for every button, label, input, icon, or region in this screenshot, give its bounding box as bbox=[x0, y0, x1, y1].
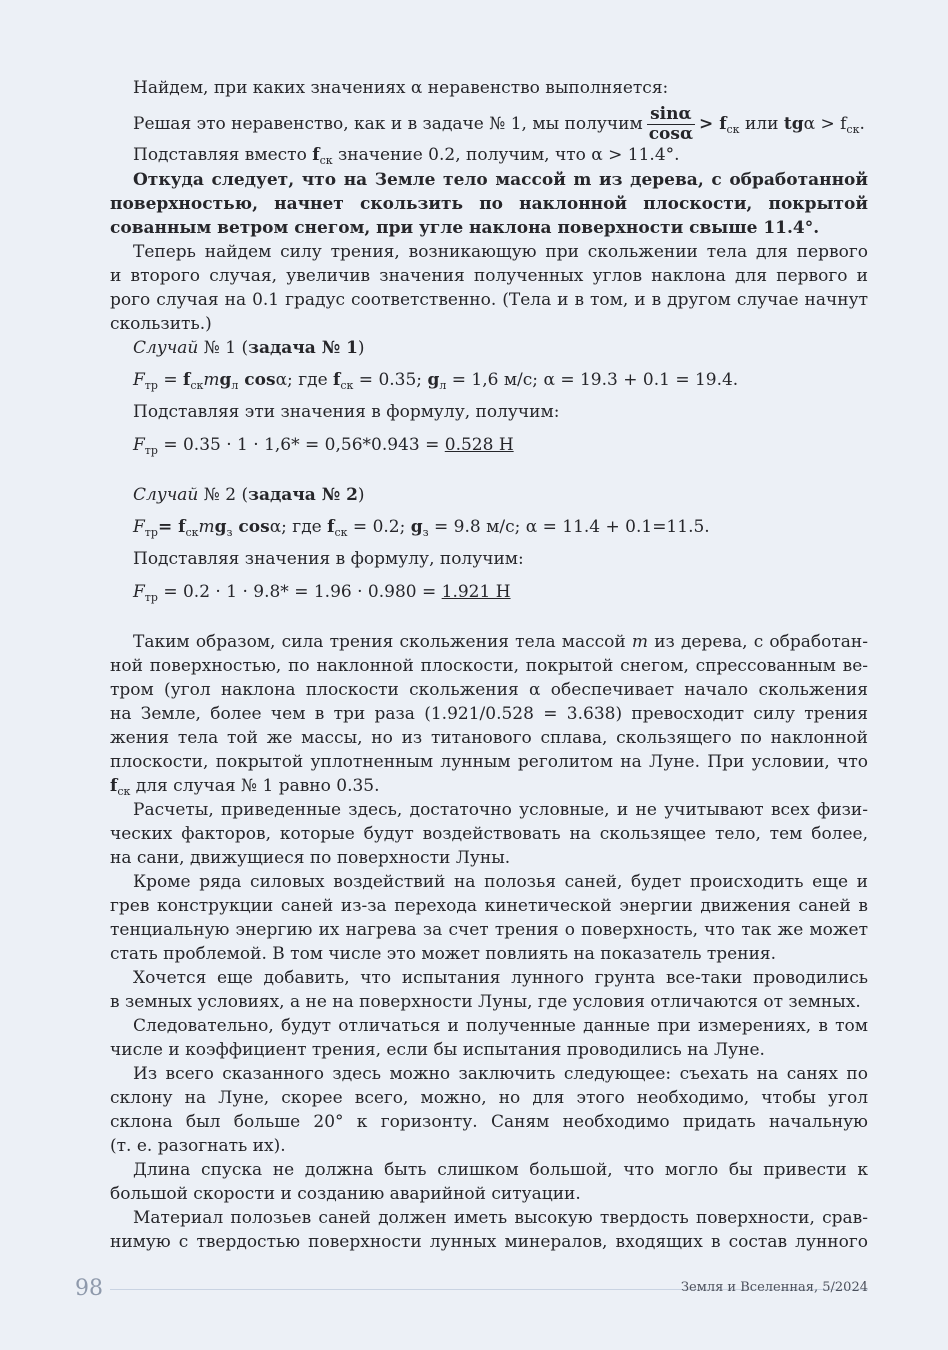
text-line: ческих факторов, которые будут воздействовать на скользящее тело, тем более, bbox=[110, 824, 868, 844]
text-line: Подставляя значения в формулу, получим: bbox=[133, 549, 524, 569]
text-line: на Земле, более чем в три раза (1.921/0.528 = 3.638) превосходит силу трения bbox=[110, 704, 868, 724]
text-line: нимую с твердостью поверхности лунных минералов, входящих в состав лунного bbox=[110, 1232, 868, 1252]
text-line-fraction: Решая это неравенство, как и в задаче № 1, мы получим $\frac{\sin\alpha}{\cos\alpha}$ > $f_{ск}$ или $tg\alpha > f_{ск}$. bbox=[133, 104, 865, 144]
text-line: рого случая на 0.1 градус соответственно. (Тела и в том, и в другом случае начнут bbox=[110, 290, 868, 310]
text-line: в земных условиях, а не на поверхности Луны, где условия отличаются от земных. bbox=[110, 992, 861, 1012]
text-line: жения тела той же массы, но из титанового сплава, скользящего по наклонной bbox=[110, 728, 868, 748]
text-line: Длина спуска не должна быть слишком большой, что могло бы привести к bbox=[133, 1160, 868, 1180]
text-line: ной поверхностью, по наклонной плоскости, покрытой снегом, спрессованным ве- bbox=[110, 656, 868, 676]
text-line: $f_{ск}$ для случая № 1 равно 0.35. bbox=[110, 776, 380, 798]
text-line: Кроме ряда силовых воздействий на полозья саней, будет происходить еще и bbox=[133, 872, 868, 892]
text-line: Найдем, при каких значениях α неравенство выполняется: bbox=[133, 78, 669, 98]
text-line: Расчеты, приведенные здесь, достаточно условные, и не учитывают всех физи- bbox=[133, 800, 868, 820]
bold-conclusion-line: поверхностью, начнет скользить по наклонной плоскости, покрытой bbox=[110, 194, 868, 214]
text-line: склона был больше 20° к горизонту. Саням необходимо придать начальную bbox=[110, 1112, 868, 1132]
formula-result: $F_{тр} = 0.2 \cdot 1 \cdot 9.8* = 1.96 \cdot 0.980 = 1.921$ Н bbox=[133, 582, 511, 604]
text-line: Подставляя вместо $f_{ск}$ значение 0.2, получим, что α > 11.4°. bbox=[133, 145, 680, 167]
fraction: $\frac{\sin\alpha}{\cos\alpha}$ bbox=[648, 104, 694, 144]
text-line: Следовательно, будут отличаться и полученные данные при измерениях, в том bbox=[133, 1016, 868, 1036]
text-line: Из всего сказанного здесь можно заключить следующее: съехать на санях по bbox=[133, 1064, 868, 1084]
bold-conclusion-line: Откуда следует, что на Земле тело массой m из дерева, с обработанной bbox=[133, 170, 868, 190]
text-line: на сани, движущиеся по поверхности Луны. bbox=[110, 848, 511, 868]
text-line: числе и коэффициент трения, если бы испытания проводились на Луне. bbox=[110, 1040, 765, 1060]
text-line: тенциальную энергию их нагрева за счет трения о поверхность, что так же может bbox=[110, 920, 868, 940]
text-line: Теперь найдем силу трения, возникающую при скольжении тела для первого bbox=[133, 242, 868, 262]
text-line: плоскости, покрытой уплотненным лунным реголитом на Луне. При условии, что bbox=[110, 752, 868, 772]
case-heading: Случай № 2 (задача № 2) bbox=[133, 485, 365, 505]
journal-issue: Земля и Вселенная, 5/2024 bbox=[680, 1280, 868, 1295]
text-line: Таким образом, сила трения скольжения тела массой m из дерева, с обработан- bbox=[133, 632, 868, 652]
text-line: и второго случая, увеличив значения полученных углов наклона для первого и bbox=[110, 266, 868, 286]
text-line: Подставляя эти значения в формулу, получим: bbox=[133, 402, 560, 422]
page-number: 98 bbox=[75, 1276, 103, 1301]
bold-conclusion-line: сованным ветром снегом, при угле наклона поверхности свыше 11.4°. bbox=[110, 218, 820, 238]
text-line: тром (угол наклона плоскости скольжения α обеспечивает начало скольжения bbox=[110, 680, 868, 700]
text-line: стать проблемой. В том числе это может повлиять на показатель трения. bbox=[110, 944, 777, 964]
text-line: склону на Луне, скорее всего, можно, но для этого необходимо, чтобы угол bbox=[110, 1088, 868, 1108]
case-heading: Случай № 1 (задача № 1) bbox=[133, 338, 365, 358]
formula: $F_{тр} = f_{ск}mg_л$ cosα; где $f_{ск} = 0.35$; $g_л = 1,6$ м/с; α = 19.3 + 0.1 = 19.4. bbox=[133, 370, 739, 392]
text-line: грев конструкции саней из-за перехода кинетической энергии движения саней в bbox=[110, 896, 868, 916]
text-line: (т. е. разогнать их). bbox=[110, 1136, 286, 1156]
text-line: Хочется еще добавить, что испытания лунного грунта все-таки проводились bbox=[133, 968, 868, 988]
formula-result: $F_{тр} = 0.35 \cdot 1 \cdot 1,6* = 0,56*0.943 = 0.528$ Н bbox=[133, 435, 514, 457]
text-line: большой скорости и созданию аварийной ситуации. bbox=[110, 1184, 581, 1204]
formula: $F_{тр}= f_{ск}mg_з$ cosα; где $f_{ск} = 0.2$; $g_з = 9.8$ м/с; α = 11.4 + 0.1=11.5. bbox=[133, 517, 710, 539]
text-line: скользить.) bbox=[110, 314, 212, 334]
text-line: Материал полозьев саней должен иметь высокую твердость поверхности, срав- bbox=[133, 1208, 868, 1228]
